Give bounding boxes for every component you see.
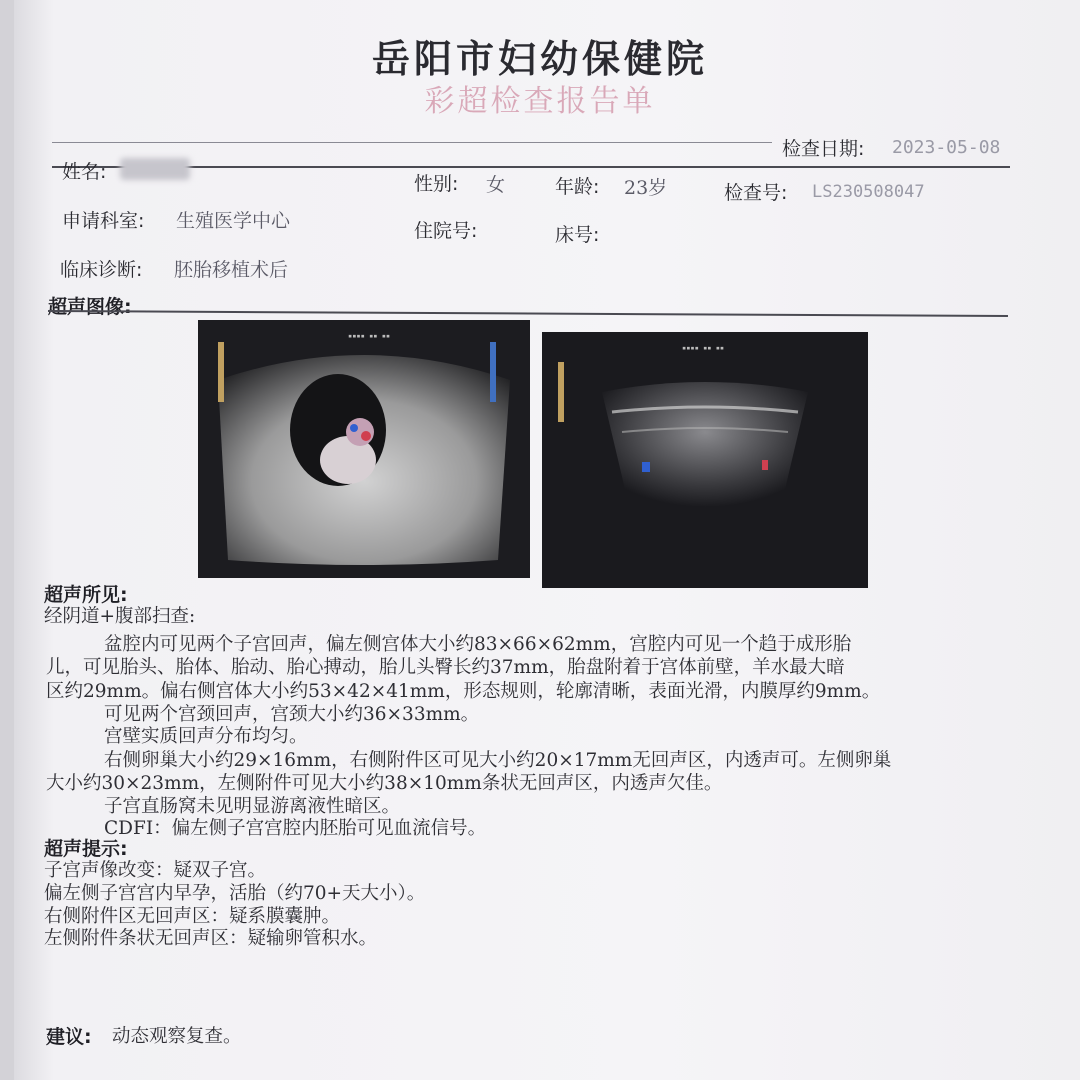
exam-date-value: 2023-05-08: [892, 137, 1001, 158]
svg-text:▪▪▪▪ ▪▪ ▪▪: ▪▪▪▪ ▪▪ ▪▪: [348, 332, 391, 340]
conclusion-line: 左侧附件条状无回声区：疑输卵管积水。: [44, 928, 378, 949]
diagnosis-label: 临床诊断:: [60, 259, 143, 281]
hospital-name: 岳阳市妇幼保健院: [371, 36, 708, 81]
dept-label: 申请科室:: [62, 210, 145, 232]
inpatient-no-label: 住院号:: [414, 220, 478, 242]
images-section-label: 超声图像:: [48, 296, 132, 318]
page-edge-shadow: [0, 0, 14, 1080]
header-rule: [52, 166, 1010, 168]
advice-label: 建议:: [46, 1026, 92, 1048]
findings-section-label: 超声所见:: [44, 584, 128, 606]
report-title: 彩超检查报告单: [424, 84, 656, 119]
conclusion-line: 偏左侧子宫宫内早孕，活胎（约70+天大小）。: [44, 883, 426, 904]
findings-line: 右侧卵巢大小约29×16mm，右侧附件区可见大小约20×17mm无回声区，内透声可。左侧卵巢: [104, 750, 892, 771]
exam-date-label: 检查日期:: [782, 138, 865, 160]
findings-line: 盆腔内可见两个子宫回声，偏左侧宫体大小约83×66×62mm，宫腔内可见一个趋于成形胎: [104, 634, 852, 655]
sex-label: 性别:: [414, 173, 459, 195]
findings-line: 可见两个宫颈回声，宫颈大小约36×33mm。: [104, 704, 480, 725]
bed-no-label: 床号:: [555, 224, 600, 246]
findings-line: 儿，可见胎头、胎体、胎动、胎心搏动，胎儿头臀长约37mm，胎盘附着于宫体前壁，羊水最大暗: [46, 657, 845, 678]
age-label: 年龄:: [555, 176, 600, 198]
svg-text:▪▪▪▪ ▪▪ ▪▪: ▪▪▪▪ ▪▪ ▪▪: [682, 344, 725, 352]
ultrasound-image-2: [542, 332, 868, 588]
findings-line: 宫壁实质回声分布均匀。: [104, 726, 308, 747]
exam-no-label: 检查号:: [724, 182, 788, 204]
dept-value: 生殖医学中心: [176, 210, 291, 232]
sex-value: 女: [486, 174, 506, 196]
conclusion-section-label: 超声提示:: [44, 838, 128, 860]
conclusion-line: 右侧附件区无回声区：疑系膜囊肿。: [44, 906, 341, 927]
findings-line: CDFI：偏左侧子宫宫腔内胚胎可见血流信号。: [104, 818, 487, 839]
exam-no-value: LS230508047: [812, 182, 925, 202]
ultrasound-image-1: [198, 320, 530, 578]
findings-line: 大小约30×23mm，左侧附件可见大小约38×10mm条状无回声区，内透声欠佳。: [46, 773, 723, 794]
diagnosis-value: 胚胎移植术后: [174, 259, 289, 281]
name-label: 姓名:: [62, 161, 107, 183]
top-rule-left: [52, 142, 772, 143]
findings-line: 经阴道+腹部扫查:: [44, 606, 196, 627]
findings-line: 区约29mm。偏右侧宫体大小约53×42×41mm，形态规则，轮廓清晰，表面光滑，内膜厚约9mm。: [46, 681, 881, 702]
advice-text: 动态观察复查。: [112, 1026, 242, 1047]
conclusion-line: 子宫声像改变：疑双子宫。: [44, 860, 267, 881]
name-redacted: [120, 158, 190, 180]
age-value: 23岁: [624, 177, 668, 199]
findings-line: 子宫直肠窝未见明显游离液性暗区。: [104, 796, 401, 817]
